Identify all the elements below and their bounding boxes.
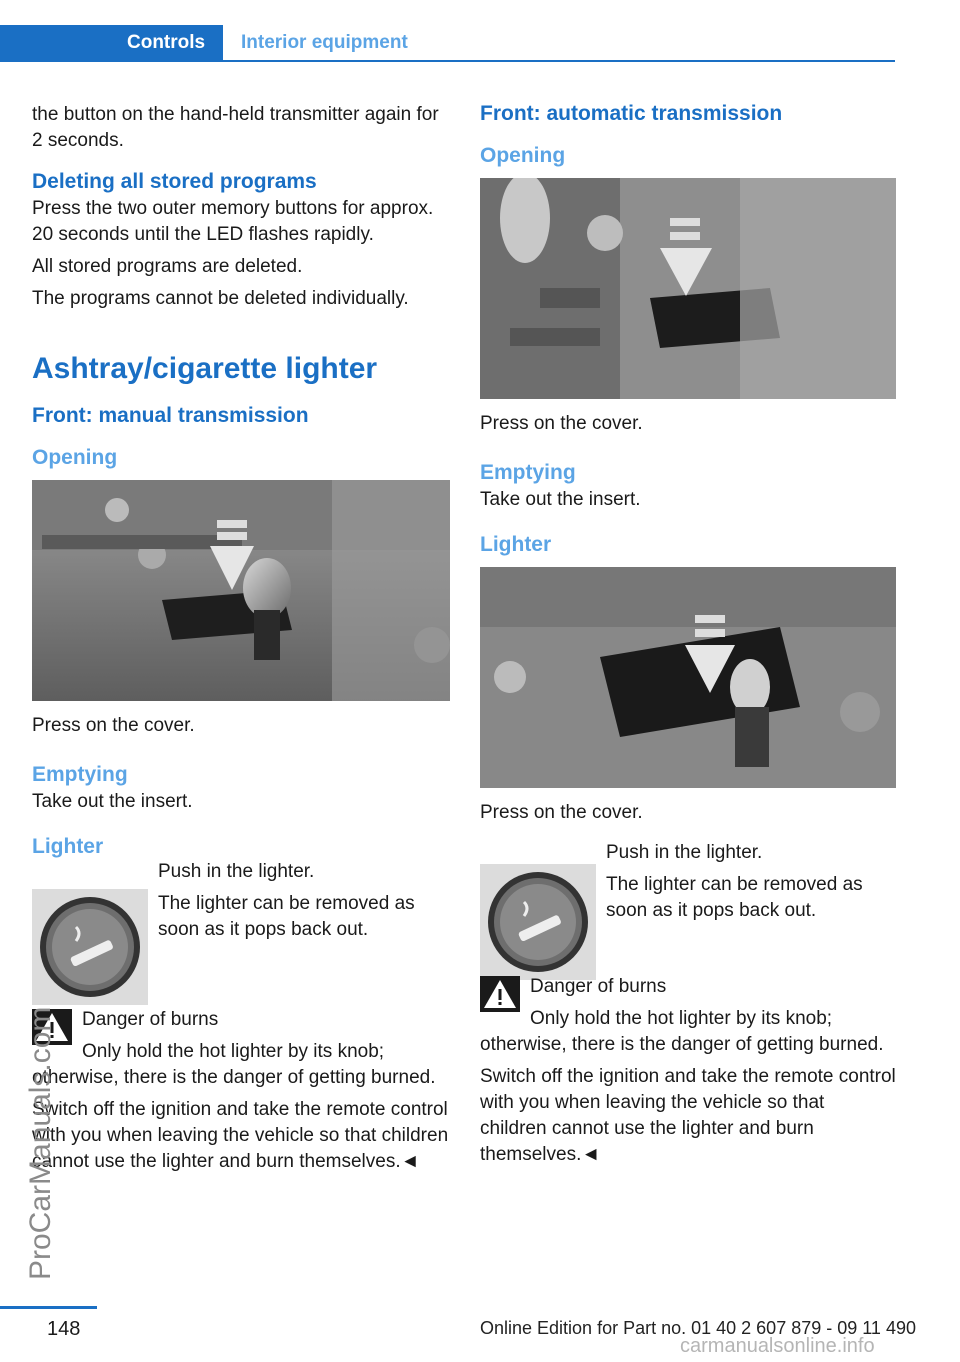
deleting-text-2: All stored programs are deleted. (32, 256, 303, 277)
warning-text: Only hold the hot lighter by its knob; otherwise, there is the danger of getting burned. (32, 1041, 436, 1088)
emptying-text-right: Take out the insert. (480, 489, 641, 510)
cigarette-lighter-icon (32, 889, 148, 1005)
right-column (480, 102, 896, 1174)
deleting-text-1: Press the two outer memory buttons for approx. 20 seconds until the LED flashes rapidly. (32, 198, 434, 245)
lighter-heading: Lighter (32, 835, 104, 858)
warning-title-right: Danger of burns (530, 976, 667, 997)
deleting-text-3: The programs cannot be deleted individually. (32, 288, 409, 309)
header-tab-interior-equipment[interactable]: Interior equipment (241, 32, 408, 53)
manual-ashtray-photo (32, 480, 450, 701)
warning-block-right (480, 974, 896, 1168)
deleting-heading: Deleting all stored programs (32, 170, 317, 193)
lighter-heading-right: Lighter (480, 533, 552, 556)
watermark: ProCarManuals.com (24, 1006, 57, 1280)
header-rule (0, 60, 895, 62)
emptying-heading-right: Emptying (480, 461, 576, 484)
opening-heading-right: Opening (480, 144, 566, 167)
opening-text: Press on the cover. (32, 715, 195, 736)
warning-block (32, 1007, 450, 1175)
page-number: 148 (47, 1318, 81, 1340)
cigarette-lighter-icon-right (480, 864, 596, 980)
emptying-heading: Emptying (32, 763, 128, 786)
footer-site: carmanualsonline.info (680, 1335, 875, 1357)
manual-transmission-heading: Front: manual transmission (32, 404, 309, 427)
automatic-lighter-photo (480, 567, 896, 788)
lighter-text-2-right: The lighter can be removed as soon as it pops back out. (606, 874, 863, 921)
header-tab-controls[interactable]: Controls (0, 25, 223, 62)
automatic-ashtray-photo (480, 178, 896, 399)
emptying-text: Take out the insert. (32, 791, 193, 812)
continued-text: the button on the hand-held transmitter again for 2 seconds. (32, 104, 439, 151)
opening-heading: Opening (32, 446, 118, 469)
automatic-transmission-heading: Front: automatic transmission (480, 102, 783, 125)
footer-edition: Online Edition for Part no. 01 40 2 607 879 - 09 11 490 (480, 1318, 916, 1338)
lighter-block-right (480, 840, 896, 960)
warning-triangle-icon-right (480, 976, 520, 1012)
warning-text-right: Only hold the hot lighter by its knob; otherwise, there is the danger of getting burned. (480, 1008, 884, 1055)
opening-text-right: Press on the cover. (480, 413, 643, 434)
lighter-block (32, 859, 450, 979)
left-column (32, 102, 450, 1181)
warning-text-2: Switch off the ignition and take the remote control with you when leaving the vehicle so that children cannot use the lighter and burn themselves.◄ (32, 1099, 449, 1172)
warning-title: Danger of burns (82, 1009, 219, 1030)
footer-rule (0, 1306, 97, 1309)
lighter-text-1: Push in the lighter. (158, 861, 315, 882)
lighter-text-2: The lighter can be removed as soon as it pops back out. (158, 893, 415, 940)
warning-text-2-right: Switch off the ignition and take the remote control with you when leaving the vehicle so that children cannot use the lighter and burn themselves.◄ (480, 1066, 896, 1165)
lighter-cover-text: Press on the cover. (480, 802, 643, 823)
section-title: Ashtray/cigarette lighter (32, 352, 378, 385)
lighter-text-1-right: Push in the lighter. (606, 842, 763, 863)
